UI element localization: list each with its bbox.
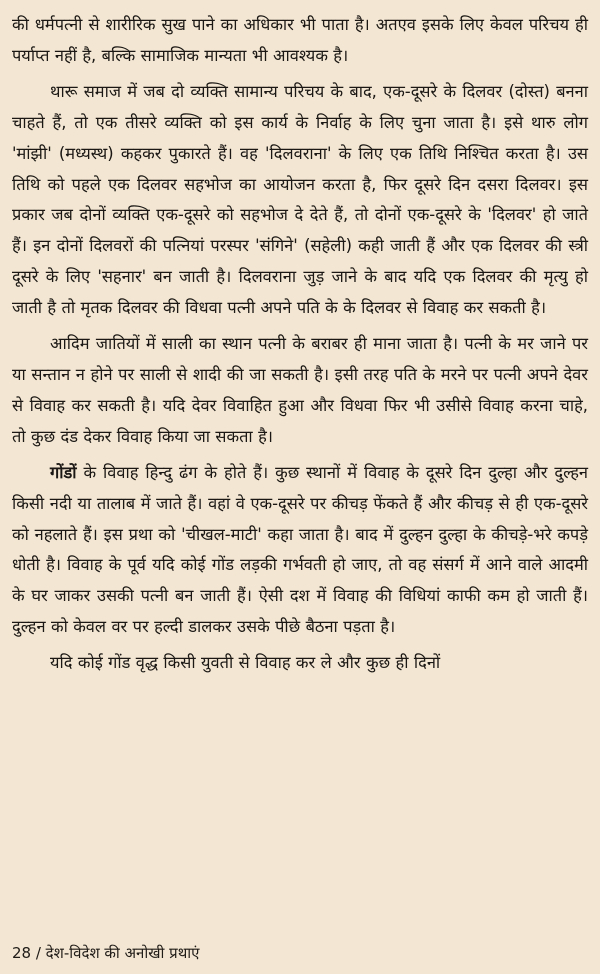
gond-marriage-text: के विवाह हिन्दु ढंग के होते हैं। कुछ स्थानों में विवाह के दूसरे दिन दुल्हा और दुल्हन किसी नदी या तालाब में जाते हैं। वहां वे एक-दूसरे पर कीचड़ फेंकते हैं और कीचड़ से ही एक-दूसरे को नहलाते हैं। इस प्रथा को 'चीखल-माटी' कहा जाता है। बाद में दुल्हन दुल्हा के कीचड़े-भरे कपड़े धोती है। विवाह के पूर्व यदि कोई गोंड लड़की गर्भवती हो जाए, तो वह संसर्ग में आने वाले आदमी के घर जाकर उसकी पत्नी बन जाती हैं। ऐसी दश में विवाह की विधियां काफी कम हो जाती हैं। दुल्हन को केवल वर पर हल्दी डालकर उसके पीछे बैठना पड़ता है। (12, 462, 588, 637)
gond-marriage-paragraph (12, 458, 588, 643)
continuation-paragraph: की धर्मपत्नी से शारीरिक सुख पाने का अधिकार भी पाता है। अतएव इसके लिए केवल परिचय ही पर्याप्त नहीं है, बल्कि सामाजिक मान्यता भी आवश्यक है। (12, 15, 588, 65)
gond-bold-term: गोंडों (50, 462, 77, 482)
final-partial-paragraph: यदि कोई गोंड वृद्ध किसी युवती से विवाह कर ले और कुछ ही दिनों (50, 653, 441, 673)
page-footer: 28 / देश-विदेश की अनोखी प्रथाएं (12, 944, 200, 962)
tharu-dilwar-paragraph: थारू समाज में जब दो व्यक्ति सामान्य परिचय के बाद, एक-दूसरे के दिलवर (दोस्त) बनना चाहते हैं, तो एक तीसरे व्यक्ति को इस कार्य के निर्वाह के लिए चुना जाता है। इसे थारु लोग 'मांझी' (मध्यस्थ) कहकर पुकारते हैं। वह 'दिलवराना' के लिए एक तिथि निश्चित करता है। उस तिथि को पहले एक दिलवर सहभोज का आयोजन करता है, फिर दूसरे दिन दसरा दिलवर। इस प्रकार जब दोनों व्यक्ति एक-दूसरे को सहभोज दे देते हैं, तो दोनों एक-दूसरे के 'दिलवर' हो जाते हैं। इन दोनों दिलवरों की पत्नियां परस्पर 'संगिने' (सहेली) कही जाती हैं और एक दिलवर की स्त्री दूसरे के लिए 'सहनार' बन जाती है। दिलवराना जुड़ जाने के बाद यदि एक दिलवर की मृत्यु हो जाती है तो मृतक दिलवर की विधवा पत्नी अपने पति के के दिलवर से विवाह कर सकती है। (12, 81, 588, 318)
sali-devar-paragraph: आदिम जातियों में साली का स्थान पत्नी के बराबर ही माना जाता है। पत्नी के मर जाने पर या सन्तान न होने पर साली से शादी की जा सकती है। इसी तरह पति के मरने पर पत्नी अपने देवर से विवाह कर सकती है। यदि देवर विवाहित हुआ और विधवा फिर भी उसीसे विवाह करना चाहे, तो कुछ दंड देकर विवाह किया जा सकता है। (12, 334, 588, 446)
